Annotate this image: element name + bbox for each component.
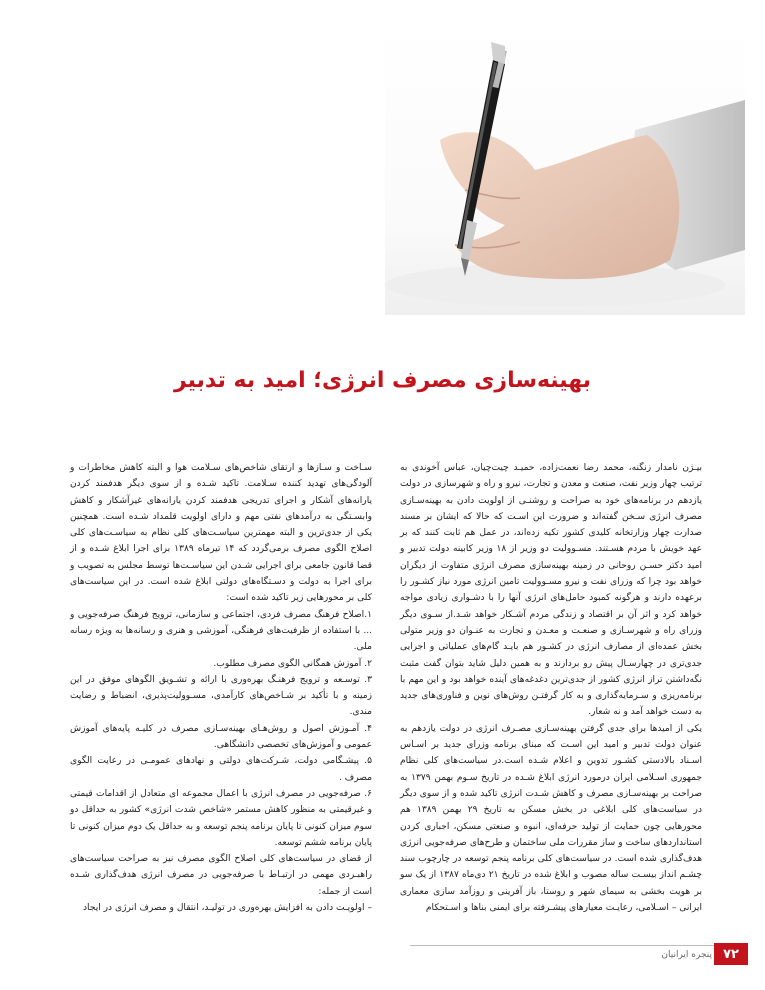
hand-writing-pen-icon bbox=[385, 20, 745, 315]
paragraph: بیـژن نامدار زنگنه، محمد رضا نعمت‌زاده، حمیـد چیت‌چیان، عباس آخوندی به ترتیب چهار وزیر نفت، صنعت و معدن و تجارت، نیرو و راه و شهرسازی در دولت یازدهم در برنامه‌های خود به صراحت و روشنـی از اولویت دادن به بهینه‌سـازی مصرف انرژی سـخن گفته‌اند و ضرورت این اسـت که حالا که ایشان بر مسند صدارت چهار وزارتخانه کلیدی کشور تکیه زده‌اند، در عمل هم ثابت کنند که بر عهد خویش با مردم هسـتند. مسـوولیت دو وزیر از ۱۸ وزیر کابینه دولت تدبیر و امید دکتر حسـن روحانی در زمینه بهینه‌سازی مصرف انرژی متفاوت از دیگران خواهد بود چرا که وزرای نفت و نیرو مسـوولیت تامین انرژی مورد نیاز کشـور را برعهده دارند و هرگونه کمبود حامل‌های انرژی آنها را با دشـواری زیادی مواجه خواهد کرد و اثر آن بر اقتصاد و زندگی مردم آشـکار خواهد شـد.از سـوی دیگر وزرای راه و شهرسـازی و صنعـت و معـدن و تجارت به عنـوان دو وزیر متولی بخش عمده‌ای از مصارف انرژی در کشـور هم بایـد گام‌های عملیاتی و اجرایی جدی‌تری در چهارسـال پیش رو بردارند و به همین دلیل شاید بتوان گفت مثبت نگه‌داشتن تراز انرژی کشور از جدی‌ترین دغدغه‌های آینده خواهد بود و این مهم با برنامه‌ریزی و سـرمایه‌گذاری و به کار گرفتـن روش‌های نوین و فناوری‌های جدید به دست خواهد آمد و نه شعار. bbox=[400, 463, 702, 718]
paragraph: – اولویـت دادن به افزایش بهره‌وری در تولیـد، انتقال و مصرف انرژی در ایجاد bbox=[83, 903, 372, 914]
hero-photo-hand-with-pen bbox=[385, 20, 745, 315]
list-item: ۲. آموزش همگانی الگوی مصرف مطلوب. bbox=[213, 658, 372, 669]
list-item: ۱.اصلاح فرهنگ مصرف فردی، اجتماعی و سازمانی، ترویج فرهنگ صرفه‌جویی و ... با استفاده از ظرفیت‌های فرهنگی، آموزشی و هنری و رسانه‌ها به ویژه رسانه ملی. bbox=[70, 609, 372, 653]
list-item: ۵. پیشـگامی دولت، شـرکت‌های دولتی و نهادهای عمومـی در رعایت الگوی مصرف . bbox=[70, 756, 372, 783]
paragraph: سـاخت و سـازها و ارتقای شاخص‌های سـلامت هوا و البته کاهش مخاطرات و آلودگی‌های تهدید کننده سـلامت. تاکید شـده و از سوی دیگر هدفمند کردن یارانه‌های آشکار و اجرای تدریجی هدفمند کردن یارانه‌های غیرآشکار و کاهش وابسـتگی به درآمدهای نفتی مهم و دارای اولویت قلمداد شـده است. همچنین یکی از جدی‌ترین و البته مهمترین سیاسـت‌های کلی نظام به سیاسـت‌های کلی اصلاح الگوی مصرف برمی‌گردد که ۱۴ تیرماه ۱۳۸۹ برای اجرا ابلاغ شـده و از قضا قانون جامعی برای اجرایی شـدن این سیاسـت‌ها توسط مجلس به تصویب و برای اجرا به دولت و دسـتگاه‌های دولتی ابلاغ شده است. در این سیاست‌های کلی بر محورهایی زیر تاکید شده است: bbox=[70, 463, 373, 604]
footer-divider bbox=[410, 945, 730, 946]
magazine-name: پنجره ایرانیان bbox=[661, 950, 712, 960]
list-item: ۳. توسـعه و ترویج فرهنـگ بهره‌وری با ارائه و تشـویق الگوهای موفق در این زمینه و با تأکید بر شـاخص‌های کارآمدی، مسـوولیت‌پذیری، انضباط و رضایت مندی. bbox=[70, 674, 372, 718]
paragraph: از قضای در سیاست‌های کلی اصلاح الگوی مصرف نیز به صراحت سیاست‌های راهبـردی مهمی در ارتبـاط با صرفه‌جویی در مصرف انرژی هدف‌گذاری شـده است از جمله: bbox=[70, 854, 372, 897]
list-item: ۶. صرفه‌جویی در مصرف انرژی با اعمال مجموعه ای متعادل از اقدامات قیمتی و غیرقیمتی به منظور کاهش مستمر «شاخص شدت انرژی» کشور به حداقل دو سوم میزان کنونی تا پایان برنامه پنجم توسعه و به حداقل یک دوم میزان کنونی تا پایان برنامه ششم توسعه. bbox=[70, 788, 372, 848]
article-column-left bbox=[70, 460, 372, 916]
page-number: ۷۲ bbox=[714, 943, 748, 965]
list-item: ۴. آمـوزش اصول و روش‌هـای بهینه‌سـازی مصرف در کلیـه پایه‌های آموزش عمومی و آموزش‌های تخصصی دانشگاهی. bbox=[70, 723, 372, 751]
article-column-right bbox=[400, 460, 702, 916]
paragraph: یکی از امیدها برای جدی گرفتن بهینه‌سـازی مصـرف انرژی در دولت یازدهم به عنوان دولت تدبیر و امید این اسـت که مبنای برنامه وزرای جدید بر اسـاس اسـناد بالادستی کشـور تدوین و اعلام شـده است.در سیاست‌های کلی نظام جمهوری اسـلامی ایران درمورد انرژی ابلاغ شـده در تاریخ سـوم بهمن ۱۳۷۹ به صراحت بر بهینه‌سـازی مصرف و کاهش شـدت انرژی تاکید شده و از سوی دیگر در سیاست‌های کلی ابلاغی در بخش مسکن به تاریخ ۲۹ بهمن ۱۳۸۹ هم محورهایی چون حمایت از تولید حرفه‌ای، انبوه و صنعتی مسکن، اجباری کردن استانداردهای ساخت و ساز مقررات ملی ساختمان و طرح‌های صرفه‌جویی انرژی هدف‌گذاری شده است. در سیاست‌های کلی برنامه پنجم توسعه در چارچوب سند چشـم انداز بیسـت ساله مصوب و ابلاغ شده در تاریخ ۲۱ دی‌ماه ۱۳۸۷ از یک سو بر هویت بخشی به سیمای شهر و روستا، باز آفرینی و روزآمد سازی معماری ایرانی – اسـلامی، رعایـت معیارهای پیشـرفته برای ایمنی بناها و اسـتحکام bbox=[400, 723, 702, 914]
article-title: بهینه‌سازی مصرف انرژی؛ امید به تدبیر bbox=[173, 368, 592, 393]
